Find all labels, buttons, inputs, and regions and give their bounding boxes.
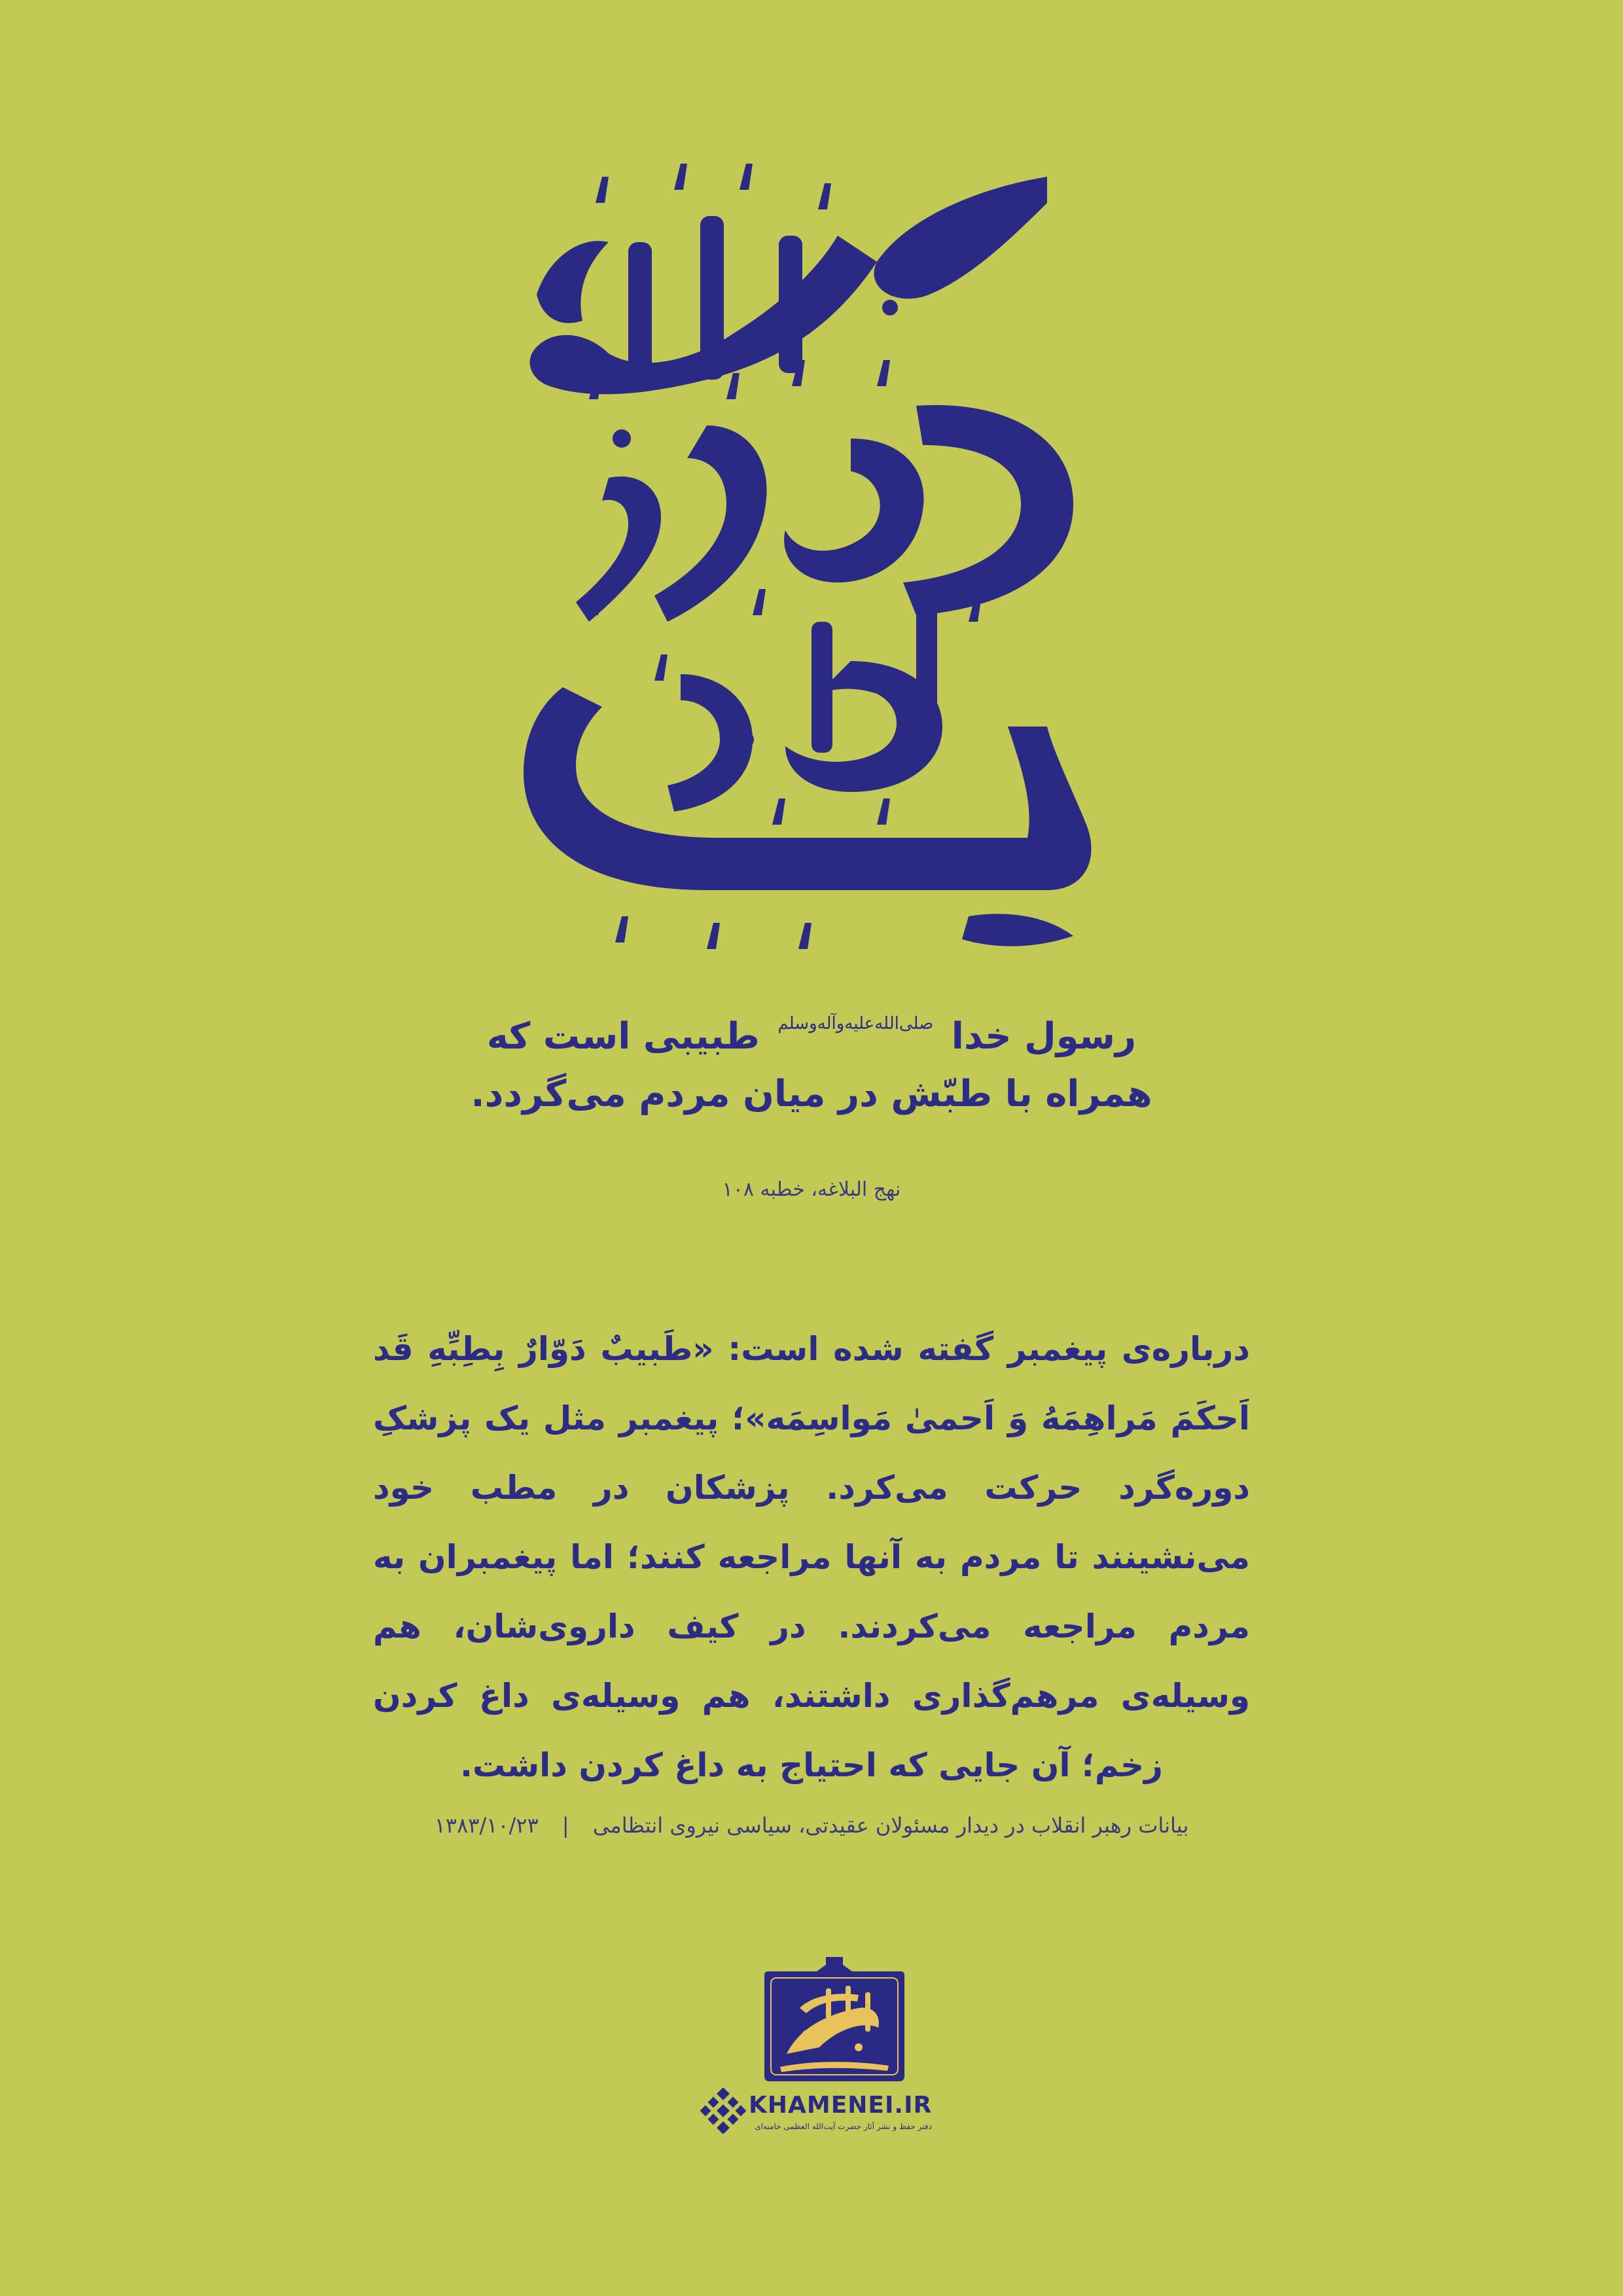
- body-paragraph: درباره‌ی پیغمبر گفته شده است: «طَبیبٌ دَوّارٌ بِطِبِّهِ قَد اَحکَمَ مَراهِمَهُ وَ اَحمیٰ مَواسِمَه»؛ پیغمبر مثل یک پزشکِ دوره‌گرد حرکت می‌کرد. پزشکان در مطب خود می‌نشینند تا مردم به آنها مراجعه کنند؛ اما پیغمبران به مردم مراجعه می‌کردند. در کیف داروی‌شان، هم وسیله‌ی مرهم‌گذاری داشتند، هم وسیله‌ی داغ کردن زخم؛ آن جایی که احتیاج به داغ کردن داشت.: [373, 1330, 1250, 1784]
- seal-emblem-icon: [760, 1956, 908, 2087]
- quote-line-1: [393, 1008, 1230, 1066]
- main-quote: [393, 1008, 1230, 1123]
- khamenei-logo-icon: [700, 2088, 746, 2134]
- quote-line-2: همراه با طبّش در میان مردم می‌گردد.: [471, 1073, 1152, 1115]
- attribution-separator: |: [562, 1813, 569, 1838]
- quote-source: نهج البلاغه، خطبه ۱۰۸: [722, 1178, 901, 1201]
- brand-name: KHAMENEI.IR: [749, 2092, 933, 2119]
- attribution-date: ۱۳۸۳/۱۰/۲۳: [434, 1813, 539, 1838]
- honorific-text: صلی‌الله‌علیه‌وآله‌وسلم: [777, 1014, 934, 1033]
- attribution-line: [366, 1813, 1257, 1838]
- brand-subtitle: دفتر حفظ و نشر آثار حضرت آیت‌الله العظمی خامنه‌ای: [755, 2122, 932, 2131]
- quote-line-1-part-1: رسول خدا: [951, 1015, 1137, 1058]
- quote-line-1-part-2: طبیبی است که: [486, 1015, 760, 1058]
- brand-block: [694, 2088, 936, 2140]
- calligraphy-title-icon: [510, 164, 1113, 982]
- attribution-text: بیانات رهبر انقلاب در دیدار مسئولان عقیدتی، سیاسی نیروی انتظامی: [592, 1813, 1189, 1838]
